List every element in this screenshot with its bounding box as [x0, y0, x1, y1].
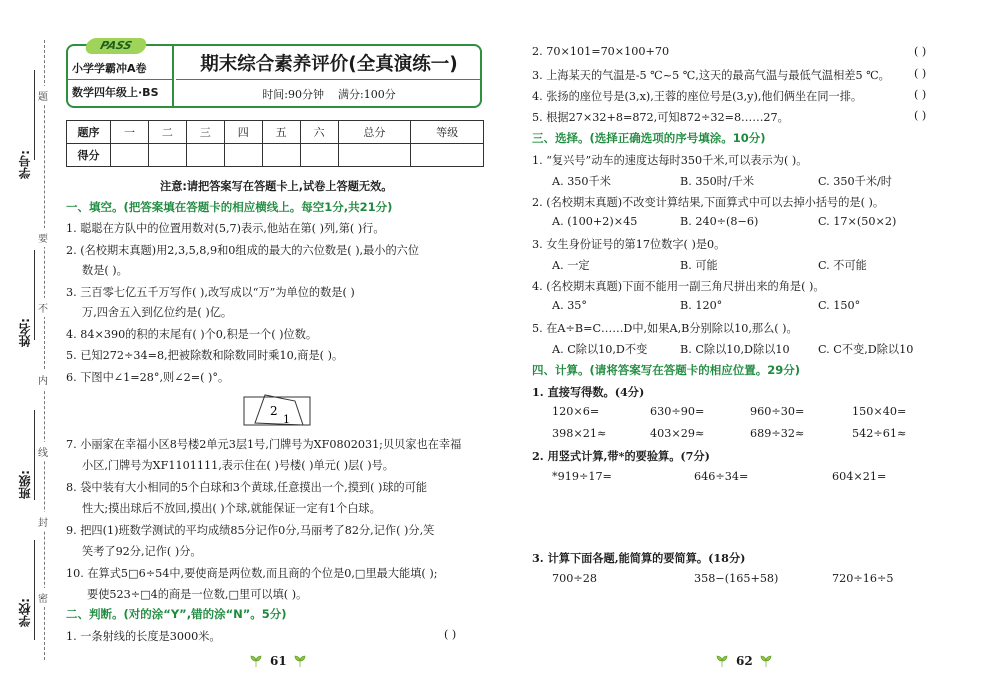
leaf-icon [760, 655, 772, 667]
section-calculate: 四、计算。(请将答案写在答题卡的相应位置。29分) [532, 363, 801, 377]
score-cell[interactable] [338, 144, 411, 167]
score-cell[interactable] [186, 144, 224, 167]
table-cell: 得分 [67, 144, 111, 167]
question-text: 2. (名校期末真题)不改变计算结果,下面算式中可以去掉小括号的是( )。 [532, 196, 885, 209]
calc-item: 700÷28 [552, 572, 597, 585]
page-number: 62 [736, 654, 753, 668]
question-text: 小区,门牌号为XF1101111,表示住在( )号楼( )单元( )层( )号。 [82, 459, 394, 472]
question-text: 性大;摸出球后不放回,摸出( )个球,就能保证一定有1个白球。 [82, 502, 381, 515]
choice-option[interactable]: B. 240÷(8−6) [680, 215, 759, 228]
folded-paper-shape [255, 395, 303, 425]
exam-note: 注意:请把答案写在答题卡上,试卷上答题无效。 [160, 180, 393, 193]
seal-char: 线 [38, 442, 48, 461]
seal-char: 内 [38, 370, 48, 389]
calc-item: 150×40= [852, 405, 907, 418]
question-text: 数是( )。 [82, 264, 128, 277]
calc-item: 720÷16÷5 [832, 572, 894, 585]
choice-option[interactable]: C. 350千米/时 [818, 175, 892, 188]
question-text: 3. 三百零七亿五千万写作( ),改写成以“万”为单位的数是( ) [66, 286, 355, 299]
answer-paren[interactable]: ( ) [914, 45, 927, 58]
question-text: 5. 根据27×32+8=872,可知872÷32=8……27。 [532, 111, 789, 124]
time-limit: 时间:90分钟 [262, 88, 324, 101]
calc-item: 960÷30= [750, 405, 805, 418]
choice-option[interactable]: B. 120° [680, 299, 723, 312]
question-text: 3. 上海某天的气温是-5 ℃~5 ℃,这天的最高气温与最低气温相差5 ℃。 [532, 69, 890, 82]
leaf-icon [250, 655, 262, 667]
seal-char: 题 [38, 86, 48, 105]
question-text: 10. 在算式5□6÷54中,要使商是两位数,而且商的个位是0,□里最大能填( ); [66, 567, 438, 580]
seal-char: 封 [38, 512, 48, 531]
page-number: 61 [270, 654, 287, 668]
table-cell: 一 [111, 121, 149, 144]
id-label: 学号: [18, 150, 32, 179]
calc-item: 630÷90= [650, 405, 705, 418]
subsection-title: 1. 直接写得数。(4分) [532, 385, 645, 399]
table-cell: 四 [224, 121, 262, 144]
table-cell: 等级 [411, 121, 484, 144]
angle-label-1: 1 [283, 413, 290, 426]
score-cell[interactable] [411, 144, 484, 167]
question-text: 要使523÷□4的商是一位数,□里可以填( )。 [87, 588, 308, 601]
choice-option[interactable]: A. C除以10,D不变 [552, 343, 648, 356]
table-cell: 题序 [67, 121, 111, 144]
school-underline [34, 540, 35, 640]
question-text: 1. 聪聪在方队中的位置用数对(5,7)表示,他站在第( )列,第( )行。 [66, 222, 385, 235]
table-cell: 五 [262, 121, 300, 144]
answer-paren[interactable]: ( ) [914, 88, 927, 101]
table-cell: 总分 [338, 121, 411, 144]
time-score-info [176, 86, 482, 102]
series-divider [68, 79, 172, 80]
calc-item: 358−(165+58) [694, 572, 779, 585]
section-choice: 三、选择。(选择正确选项的序号填涂。10分) [532, 131, 766, 145]
seal-char: 要 [38, 228, 48, 247]
question-text: 1. “复兴号”动车的速度达每时350千米,可以表示为( )。 [532, 154, 808, 167]
score-table [66, 120, 484, 167]
pass-logo: PASS [84, 38, 148, 54]
choice-option[interactable]: B. C除以10,D除以10 [680, 343, 790, 356]
question-text: 万,四舍五入到亿位约是( )亿。 [82, 306, 233, 319]
calc-item: *919÷17= [552, 470, 612, 483]
choice-option[interactable]: A. 35° [552, 299, 588, 312]
subsection-title: 2. 用竖式计算,带*的要验算。(7分) [532, 449, 710, 463]
score-cell[interactable] [111, 144, 149, 167]
calc-item: 689÷32≈ [750, 427, 805, 440]
name-label: 姓名: [18, 318, 32, 347]
subsection-title: 3. 计算下面各题,能简算的要简算。(18分) [532, 551, 746, 565]
title-divider [176, 79, 482, 80]
school-label: 学校: [18, 598, 32, 627]
calc-item: 604×21= [832, 470, 887, 483]
score-cell[interactable] [148, 144, 186, 167]
answer-paren[interactable]: ( ) [444, 628, 457, 641]
question-text: 2. (名校期末真题)用2,3,5,8,9和0组成的最大的六位数是( ),最小的六位 [66, 244, 420, 257]
name-underline [34, 250, 35, 340]
angle-figure [243, 393, 315, 427]
series-box [68, 46, 174, 106]
score-cell[interactable] [224, 144, 262, 167]
table-cell: 二 [148, 121, 186, 144]
question-text: 9. 把四(1)班数学测试的平均成绩85分记作0分,马丽考了82分,记作( )分,笑 [66, 524, 435, 537]
table-row [67, 121, 484, 144]
question-text: 7. 小丽家在幸福小区8号楼2单元3层1号,门牌号为XF0802031;贝贝家也在幸福 [66, 438, 462, 451]
choice-option[interactable]: C. C不变,D除以10 [818, 343, 914, 356]
section-judge: 二、判断。(对的涂“Y”,错的涂“N”。5分) [66, 607, 287, 621]
grade-label: 数学四年级上·BS [72, 86, 159, 99]
choice-option[interactable]: A. 一定 [552, 259, 590, 272]
leaf-icon [294, 655, 306, 667]
choice-option[interactable]: B. 350时/千米 [680, 175, 755, 188]
question-text: 2. 70×101=70×100+70 [532, 45, 670, 58]
calc-item: 398×21≈ [552, 427, 607, 440]
full-score: 满分:100分 [338, 88, 396, 101]
table-cell: 六 [300, 121, 338, 144]
choice-option[interactable]: C. 不可能 [818, 259, 867, 272]
question-text: 6. 下图中∠1=28°,则∠2=( )°。 [66, 371, 230, 384]
calc-item: 403×29≈ [650, 427, 705, 440]
question-text: 1. 一条射线的长度是3000米。 [66, 630, 221, 643]
choice-option[interactable]: C. 150° [818, 299, 861, 312]
binding-margin [0, 0, 60, 688]
score-cell[interactable] [262, 144, 300, 167]
choice-option[interactable]: A. (100+2)×45 [552, 215, 638, 228]
seal-char: 密 [38, 588, 48, 607]
calc-item: 542÷61≈ [852, 427, 907, 440]
question-text: 8. 袋中装有大小相同的5个白球和3个黄球,任意摸出一个,摸到( )球的可能 [66, 481, 428, 494]
question-text: 3. 女生身份证号的第17位数字( )是0。 [532, 238, 726, 251]
score-cell[interactable] [300, 144, 338, 167]
binding-dashed-line [44, 40, 45, 660]
question-text: 4. 84×390的积的末尾有( )个0,积是一个( )位数。 [66, 328, 318, 341]
answer-paren[interactable]: ( ) [914, 109, 927, 122]
table-cell: 三 [186, 121, 224, 144]
class-underline [34, 410, 35, 500]
choice-option[interactable]: B. 可能 [680, 259, 718, 272]
choice-option[interactable]: A. 350千米 [552, 175, 611, 188]
question-text: 5. 已知272÷34=8,把被除数和除数同时乘10,商是( )。 [66, 349, 344, 362]
id-underline [34, 70, 35, 160]
answer-paren[interactable]: ( ) [914, 67, 927, 80]
question-text: 笑考了92分,记作( )分。 [82, 545, 202, 558]
calc-item: 120×6= [552, 405, 600, 418]
calc-item: 646÷34= [694, 470, 749, 483]
class-label: 班级: [18, 470, 32, 499]
choice-option[interactable]: C. 17×(50×2) [818, 215, 897, 228]
exam-title: 期末综合素养评价(全真演练一) [200, 54, 458, 75]
leaf-icon [716, 655, 728, 667]
angle-label-2: 2 [270, 404, 278, 418]
seal-char: 不 [38, 298, 48, 317]
section-fill-blank: 一、填空。(把答案填在答题卡的相应横线上。每空1分,共21分) [66, 200, 393, 214]
question-text: 4. 张扬的座位号是(3,x),王蓉的座位号是(3,y),他们俩坐在同一排。 [532, 90, 863, 103]
series-name: 小学学霸冲A卷 [72, 62, 147, 75]
table-row [67, 144, 484, 167]
question-text: 5. 在A÷B=C……D中,如果A,B分别除以10,那么( )。 [532, 322, 798, 335]
question-text: 4. (名校期末真题)下面不能用一副三角尺拼出来的角是( )。 [532, 280, 825, 293]
